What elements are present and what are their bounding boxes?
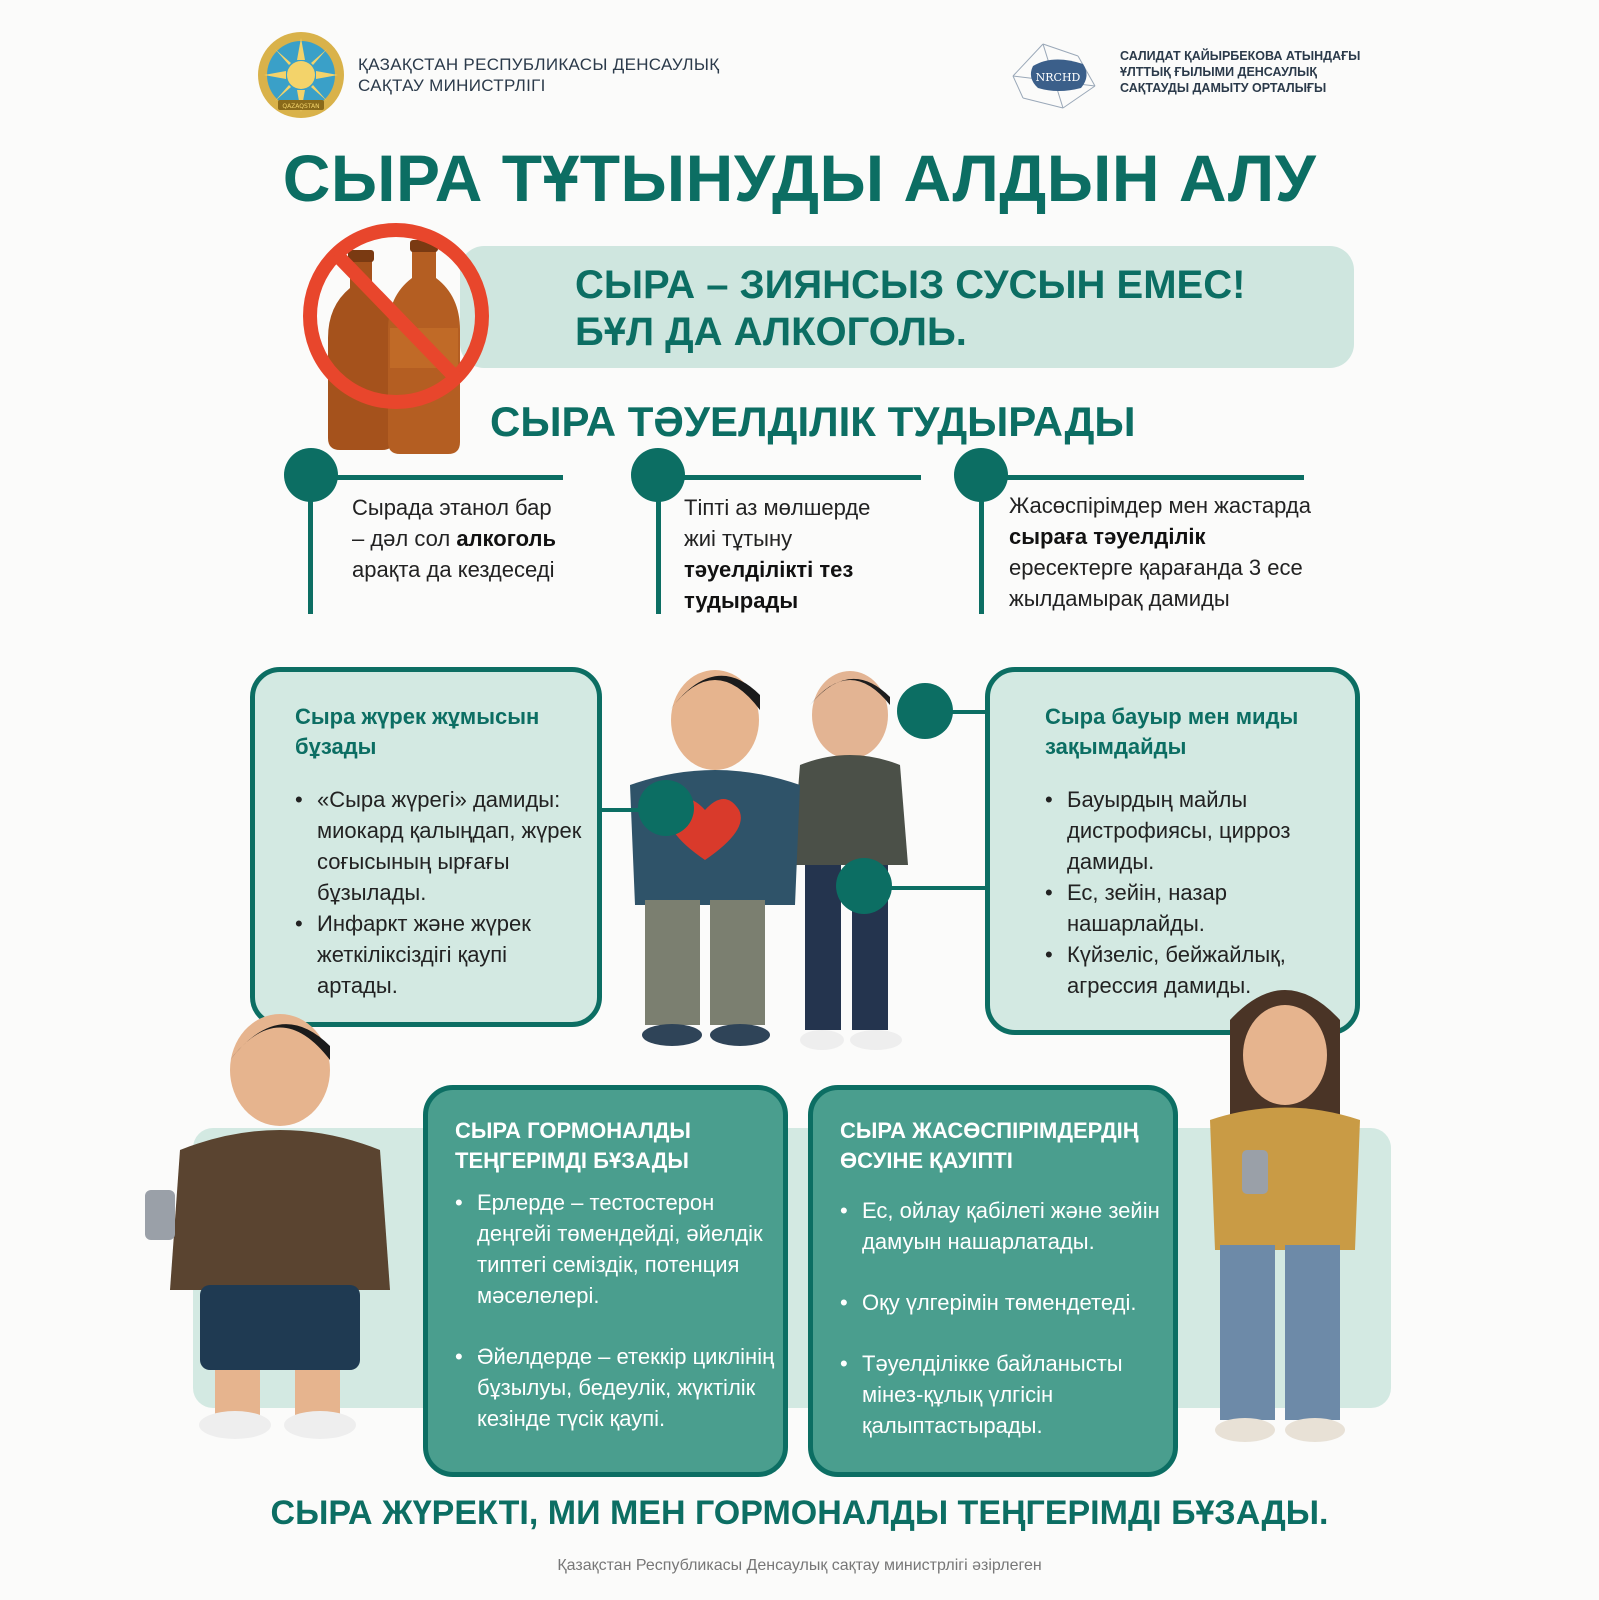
brain-connector-line	[950, 710, 986, 714]
boy-with-can-illustration	[135, 1000, 420, 1470]
fact-2-text: Тіпті аз мөлшерде жиі тұтыну тәуелділікті тез тудырады	[684, 495, 871, 613]
fact-3-divider	[980, 475, 1304, 480]
fact-1-line	[308, 490, 313, 614]
liver-box-title: Сыра бауыр мен миды зақымдайды	[1045, 704, 1299, 759]
liver-box-list	[1045, 784, 1335, 1001]
teen-box-title: СЫРА ЖАСӨСПІРІМДЕРДІҢ ӨСУІНЕ ҚАУІПТІ	[840, 1118, 1139, 1173]
fact-3-text: Жасөспірімдер мен жастарда сыраға тәуелділік ересектерге қарағанда 3 есе жылдамырақ дамиды	[1009, 493, 1311, 611]
heart-box-title: Сыра жүрек жұмысын бұзады	[295, 704, 540, 759]
teen-box-item: • Тәуелділікке байланысты мінез-құлық үлгісін қалыптастырады.	[840, 1348, 1170, 1441]
girl-with-can-illustration	[1180, 980, 1390, 1470]
fact-1-text: Сырада этанол бар – дәл сол алкоголь арақта да кездеседі	[352, 495, 556, 582]
teen-box-item: • Оқу үлгерімін төмендетеді.	[840, 1287, 1170, 1318]
banner-line-1: СЫРА – ЗИЯНСЫЗ СУСЫН ЕМЕС!	[575, 263, 1246, 307]
liver-box-item: • Күйзеліс, бейжайлық, агрессия дамиды.	[1045, 939, 1335, 1001]
teen-box-list	[840, 1195, 1170, 1441]
heart-connector-line	[600, 808, 640, 812]
nrchd-logo-icon	[1003, 36, 1103, 114]
liver-box-item: • Ес, зейін, назар нашарлайды.	[1045, 877, 1335, 939]
banner-line-2: БҰЛ ДА АЛКОГОЛЬ.	[575, 310, 967, 354]
no-beer-bottles-icon	[300, 218, 510, 468]
hormone-box-item: • Ерлерде – тестостерон деңгейі төмендейді, әйелдік типтегі семіздік, потенция мәселелері.	[455, 1187, 775, 1311]
liver-connector-dot	[836, 858, 892, 914]
footer-title: СЫРА ЖҮРЕКТІ, МИ МЕН ГОРМОНАЛДЫ ТЕҢГЕРІМДІ БҰЗАДЫ.	[270, 1494, 1329, 1532]
teen-box-item: • Ес, ойлау қабілеті және зейін дамуын нашарлатады.	[840, 1195, 1170, 1257]
teen-figures-illustration	[600, 645, 920, 1065]
liver-box-item: • Бауырдың майлы дистрофиясы, цирроз дамиды.	[1045, 784, 1335, 877]
footer-note: Қазақстан Республикасы Денсаулық сақтау министрлігі әзірлеген	[557, 1557, 1042, 1574]
heart-box-item: • «Сыра жүрегі» дамиды: миокард қалыңдап, жүрек соғысының ырғағы бұзылады.	[295, 784, 585, 908]
heart-damage-box	[250, 667, 602, 1027]
heart-box-item: • Инфаркт және жүрек жеткіліксіздігі қаупі артады.	[295, 908, 585, 1001]
hormone-box-list	[455, 1187, 775, 1434]
national-center-name	[1120, 48, 1360, 96]
fact-2-line	[656, 490, 661, 614]
state-emblem-icon	[256, 30, 346, 120]
fact-2-divider	[657, 475, 921, 480]
ministry-line-2: САҚТАУ МИНИСТРЛІГІ	[358, 76, 546, 95]
fact-1-bold: алкоголь	[456, 526, 556, 551]
ministry-line-1: ҚАЗАҚСТАН РЕСПУБЛИКАСЫ ДЕНСАУЛЫҚ	[358, 55, 720, 74]
hormone-balance-box	[423, 1085, 788, 1477]
nrchd-logo-text: NRCHD	[1035, 71, 1081, 84]
brain-connector-dot	[897, 683, 953, 739]
emblem-text: QAZAQSTAN	[282, 103, 320, 110]
hormone-box-item: • Әйелдерде – етеккір циклінің бұзылуы, бедеулік, жүктілік кезінде түсік қаупі.	[455, 1341, 775, 1434]
dependency-subtitle: СЫРА ТӘУЕЛДІЛІК ТУДЫРАДЫ	[490, 398, 1136, 445]
center-line-3: САҚТАУДЫ ДАМЫТУ ОРТАЛЫҒЫ	[1120, 81, 1327, 95]
fact-2-bold: тәуелділікті тез тудырады	[684, 557, 854, 613]
heart-box-list	[295, 784, 585, 1001]
main-title: СЫРА ТҰТЫНУДЫ АЛДЫН АЛУ	[282, 141, 1317, 215]
teen-growth-risk-box	[808, 1085, 1178, 1477]
liver-connector-line	[890, 886, 986, 890]
fact-3-bold: сыраға тәуелділік	[1009, 524, 1206, 549]
heart-connector-dot	[638, 780, 694, 836]
center-line-1: САЛИДАТ ҚАЙЫРБЕКОВА АТЫНДАҒЫ	[1120, 49, 1361, 63]
fact-3-line	[979, 490, 984, 614]
fact-1-divider	[310, 475, 563, 480]
hormone-box-title: СЫРА ГОРМОНАЛДЫ ТЕҢГЕРІМДІ БҰЗАДЫ	[455, 1118, 691, 1173]
warning-banner-text	[575, 262, 1245, 356]
center-line-2: ҰЛТТЫҚ ҒЫЛЫМИ ДЕНСАУЛЫҚ	[1120, 65, 1318, 79]
ministry-name	[358, 54, 719, 96]
